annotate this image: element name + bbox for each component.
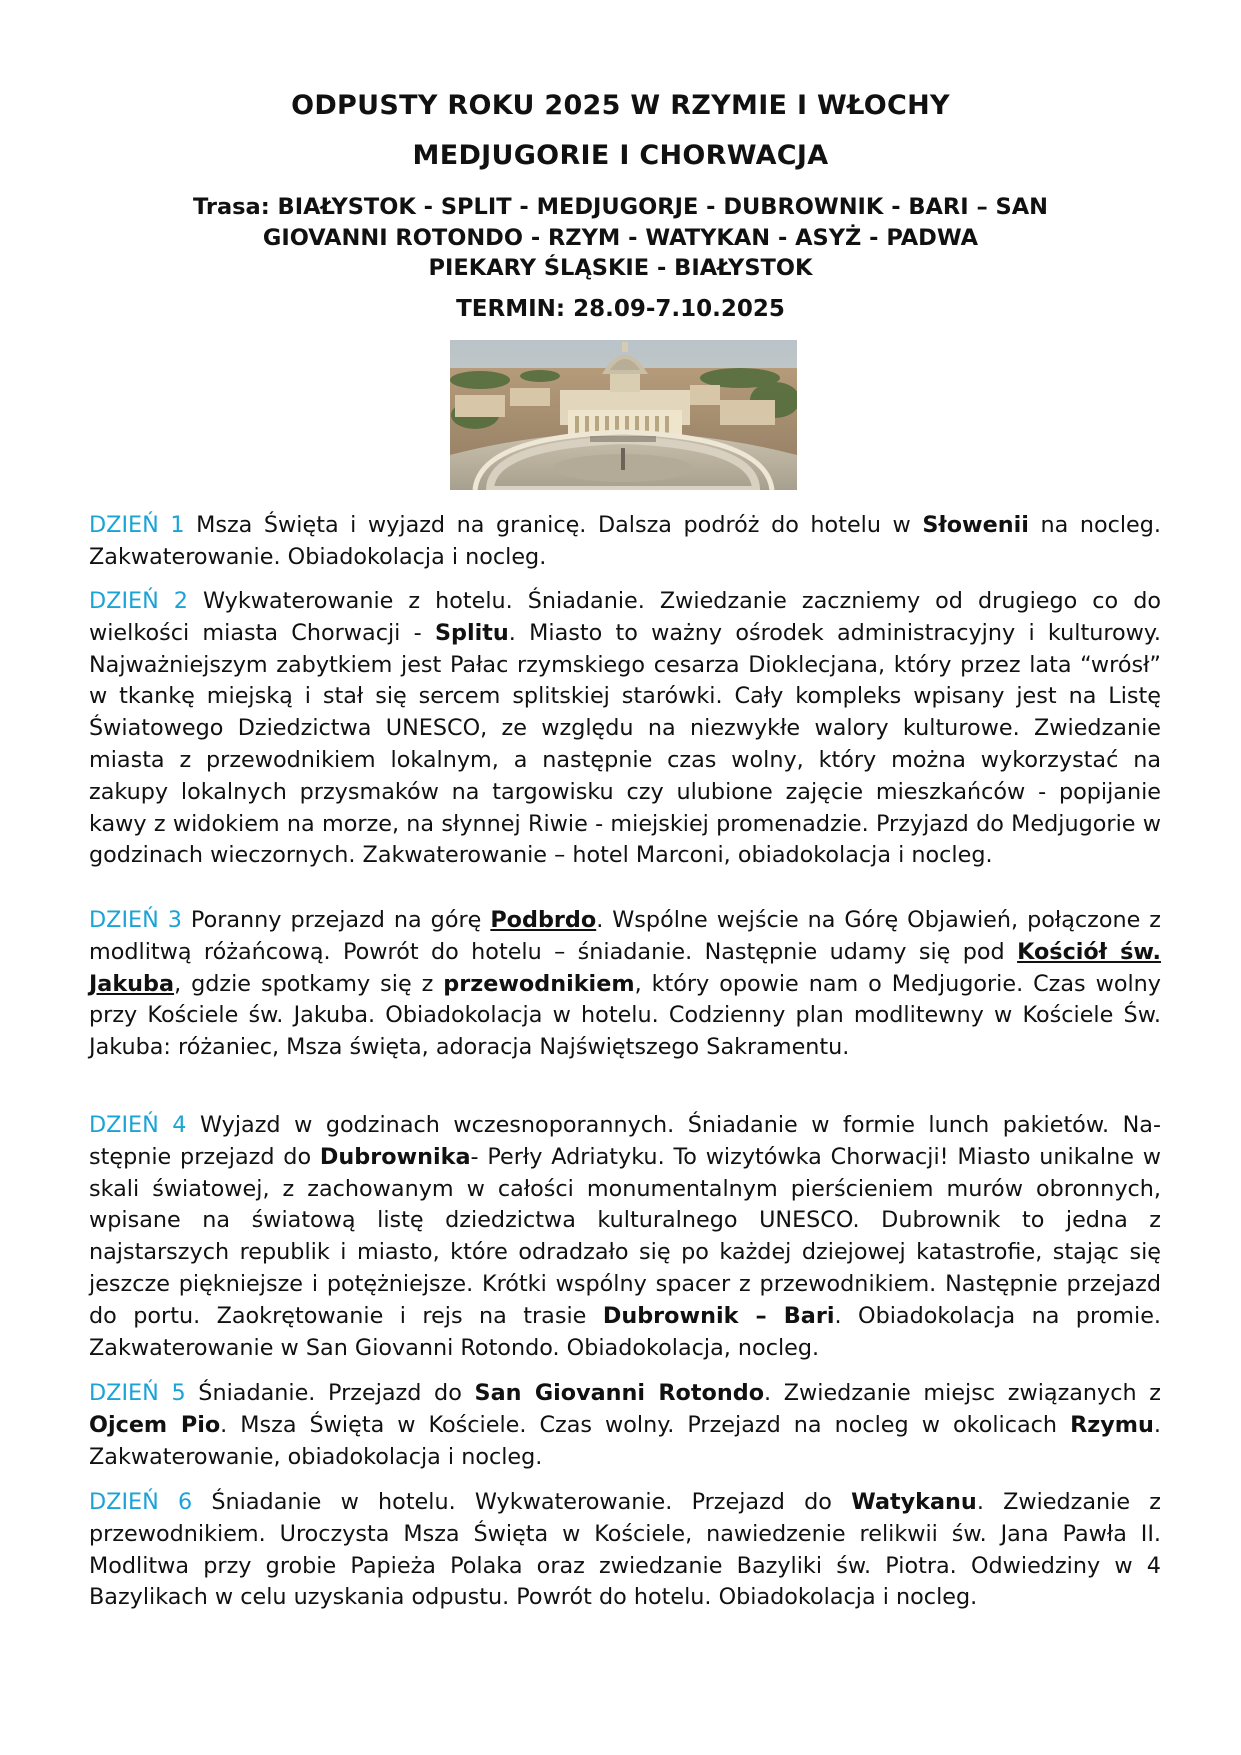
- day-6-text-end: . Zwiedzanie z przewodnikiem. Uroczysta Msza Święta w Kościele, nawiedzenie relikwii św. Jana Pawła II. Modlitwa przy grobie Papieża Polaka oraz zwiedzanie Bazyliki św. Piotra. Odwiedziny w 4 Bazylikach w celu uzyskania odpustu. Powrót do hotelu. Obiadokolacja i nocleg.: [89, 1489, 1162, 1611]
- day-5-place-san-giovanni: San Giovanni Rotondo: [474, 1380, 765, 1406]
- day-3-paragraph: [89, 905, 1161, 1064]
- route-line-2: GIOVANNI ROTONDO - RZYM - WATYKAN - ASYŻ - PADWA: [262, 225, 979, 251]
- day-1-text-end: na nocleg. Zakwaterowanie. Obiadokolacja i nocleg.: [89, 512, 1162, 570]
- day-2-paragraph: [89, 586, 1161, 872]
- day-2-place-split: Splitu: [434, 619, 509, 646]
- day-5-text-2: . Zwiedzanie miejsc związanych z: [764, 1380, 1162, 1406]
- day-4-place-dubrovnik: Dubrownika: [319, 1143, 471, 1170]
- day-5-text-3: . Msza Święta w Kościele. Czas wolny. Przejazd na nocleg w okolicach: [220, 1411, 1071, 1438]
- day-2-text-end: . Miasto to ważny ośrodek administracyjny i kulturowy. Najważniejszym zabytkiem jest Pałac rzymskiego cesarza Dioklecjana, który przez lata “wrósł” w tkankę miejską i stał się sercem splitskiej starówki. Cały kompleks wpisany jest na Listę Światowego Dziedzictwa UNESCO, ze względu na niezwykłe walory kulturowe. Zwiedzanie miasta z przewodnikiem lokalnym, a następnie czas wolny, który można wykorzystać na zakupy lokalnych przysmaków na targowisku czy ulubione zajęcie mieszkańców - popijanie kawy z widokiem na morze, na słynnej Riwie - miejskiej promenadzie. Przyjazd do Medjugorie w godzinach wieczornych. Zakwaterowanie – hotel Marconi, obiadokolacja i nocleg.: [89, 619, 1161, 869]
- day-2-label: DZIEŃ 2: [89, 588, 188, 614]
- day-5-label: DZIEŃ 5: [89, 1380, 186, 1406]
- day-3-text: Poranny przejazd na górę: [181, 907, 491, 933]
- trip-term: TERMIN: 28.09-7.10.2025: [456, 296, 785, 322]
- day-5-padre-pio: Ojcem Pio: [89, 1411, 221, 1438]
- day-4-text-2: - Perły Adriatyku. To wizytówka Chorwacji! Miasto unikalne w skali światowej, z zachowanym w całości monumentalnym pierścieniem murów obronnych, wpisane na światową listę dziedzictwa kulturalnego UNESCO. Dubrownik to jedna z najstarszych republik i miasto, które odradzało się po każdej dziejowej katastrofie, stając się jeszcze piękniejsze i potężniejsze. Krótki wspólny spacer z przewodnikiem. Następnie przejazd do portu. Zaokrętowanie i rejs na trasie: [89, 1143, 1161, 1329]
- day-6-text: Śniadanie w hotelu. Wykwaterowanie. Przejazd do: [192, 1489, 852, 1515]
- day-4-text-end: . Obiadokolacja na promie. Zakwaterowanie w San Giovanni Rotondo. Obiadokolacja, nocleg.: [89, 1302, 1161, 1361]
- route-line-1: Trasa: BIAŁYSTOK - SPLIT - MEDJUGORJE - DUBROWNIK - BARI – SAN: [193, 194, 1048, 220]
- day-1-text: Msza Święta i wyjazd na granicę. Dalsza podróż do hotelu w: [184, 512, 923, 538]
- day-3-place-podbrdo: Podbrdo: [490, 907, 597, 933]
- day-3-label: DZIEŃ 3: [89, 907, 182, 933]
- day-6-place-vatican: Watykanu: [851, 1489, 977, 1515]
- day-6-label: DZIEŃ 6: [89, 1489, 193, 1515]
- day-4-label: DZIEŃ 4: [89, 1112, 187, 1138]
- day-3-text-end: , który opowie nam o Medjugorie. Czas wolny przy Kościele św. Jakuba. Obiadokolacja w hotelu. Codzienny plan modlitewny w Kościele Św. Jakuba: różaniec, Msza święta, adoracja Najświętszego Sakramentu.: [89, 970, 1161, 1061]
- day-3-text-2: . Wspólne wejście na Górę Objawień, połączone z modlitwą różańcową. Powrót do hotelu – śniadanie. Następnie udamy się pod: [89, 907, 1161, 965]
- day-5-paragraph: [89, 1378, 1161, 1473]
- day-5-place-rome: Rzymu: [1070, 1411, 1154, 1438]
- day-4-paragraph: [89, 1110, 1161, 1364]
- page-subtitle: MEDJUGORIE I CHORWACJA: [412, 140, 829, 171]
- page-title: ODPUSTY ROKU 2025 W RZYMIE I WŁOCHY: [291, 90, 950, 121]
- day-4-ferry-route: Dubrownik – Bari: [602, 1302, 835, 1329]
- day-3-guide: przewodnikiem: [443, 970, 635, 997]
- day-6-paragraph: [89, 1487, 1161, 1614]
- day-2-text: Wykwaterowanie z hotelu. Śniadanie. Zwiedzanie zaczniemy od drugiego co do wielkości miasta Chorwacji -: [89, 588, 1161, 646]
- day-1-label: DZIEŃ 1: [89, 512, 185, 538]
- day-3-place-st-james-church: Kościół św. Jakuba: [89, 938, 1161, 997]
- day-1-place-slovenia: Słowenii: [922, 512, 1029, 538]
- route-line-3: PIEKARY ŚLĄSKIE - BIAŁYSTOK: [428, 255, 813, 281]
- day-1-paragraph: [89, 510, 1161, 574]
- day-4-text: Wyjazd w godzinach wczesnoporannych. Śniadanie w formie lunch pakietów. Następnie przejazd do: [89, 1112, 1162, 1170]
- st-peters-basilica-image: [450, 340, 797, 490]
- day-3-text-3: , gdzie spotkamy się z: [174, 970, 444, 997]
- day-5-text: Śniadanie. Przejazd do: [185, 1380, 475, 1406]
- day-5-text-end: . Zakwaterowanie, obiadokolacja i nocleg.: [89, 1411, 1161, 1470]
- vatican-photo: [450, 340, 797, 490]
